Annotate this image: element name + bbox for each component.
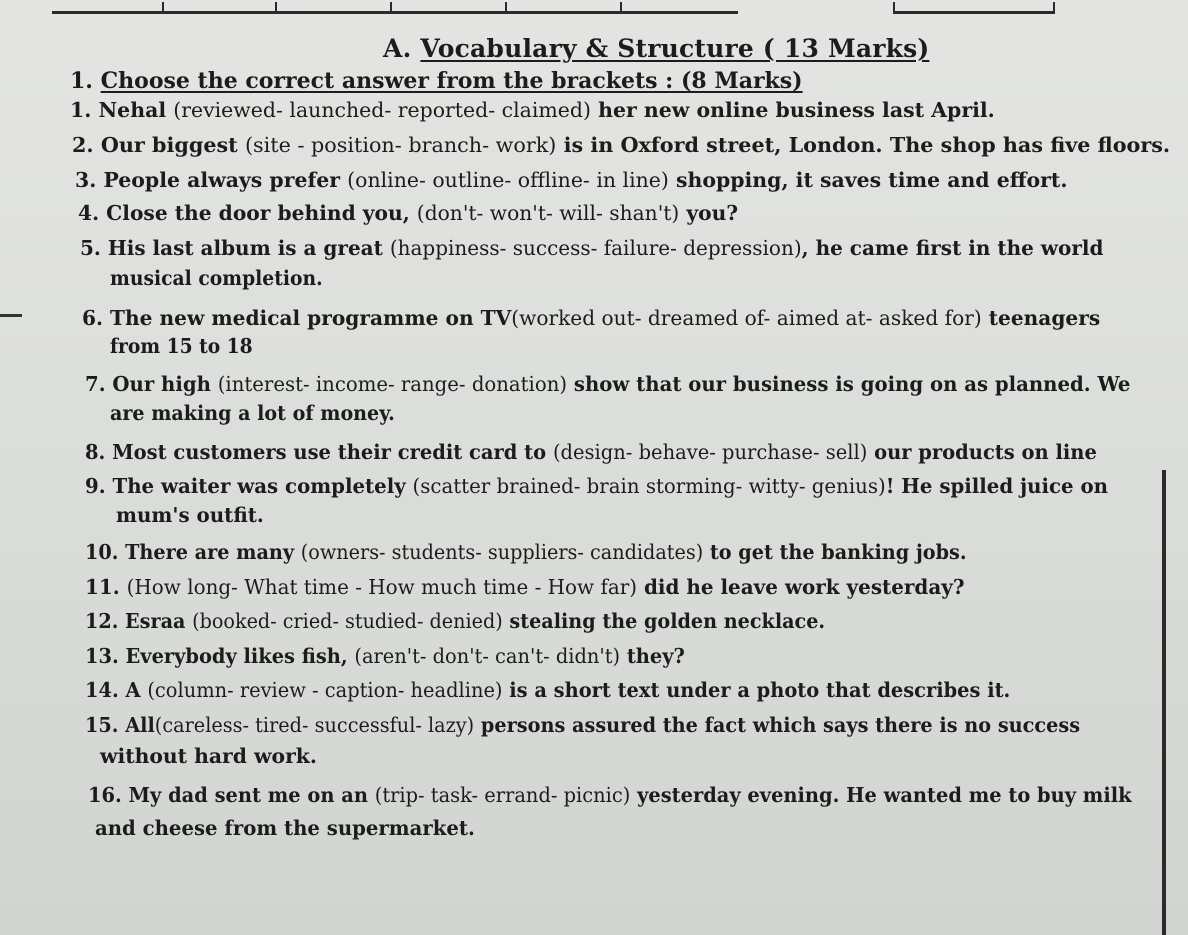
- item-number: 2.: [72, 133, 101, 157]
- item-number: 16.: [88, 783, 129, 807]
- item-text: teenagers: [981, 306, 1101, 330]
- item-number: 1.: [70, 98, 99, 122]
- table-divider: [620, 2, 622, 14]
- item-text: There are many: [125, 540, 301, 564]
- question-item: [85, 713, 1080, 737]
- item-text: persons assured the fact which says there is no success: [474, 713, 1081, 737]
- item-options: (worked out- dreamed of- aimed at- asked for): [511, 306, 982, 330]
- item-text: ! He spilled juice on: [885, 474, 1109, 498]
- item-text: Close the door behind you,: [106, 201, 417, 225]
- item-options: (How long- What time - How much time - How far): [126, 575, 638, 599]
- question-item: [85, 372, 1130, 396]
- item-options: (booked- cried- studied- denied): [192, 609, 503, 633]
- item-number: 6.: [82, 306, 111, 330]
- item-text: are making a lot of money.: [110, 401, 395, 425]
- item-text: shopping, it saves time and effort.: [668, 168, 1068, 192]
- item-text: is a short text under a photo that describes it.: [502, 678, 1011, 702]
- item-number: 7.: [85, 372, 113, 396]
- question-item-continuation: [100, 744, 317, 768]
- item-text: , he came first in the world: [801, 236, 1104, 260]
- question-item-continuation: [95, 816, 475, 840]
- item-text: My dad sent me on an: [128, 783, 375, 807]
- item-text: they?: [620, 644, 685, 668]
- item-text: stealing the golden necklace.: [502, 609, 826, 633]
- question-item: [85, 440, 1097, 464]
- item-text: His last album is a great: [107, 236, 390, 260]
- question-item-continuation: [110, 334, 253, 358]
- item-options: (trip- task- errand- picnic): [374, 783, 631, 807]
- item-options: (owners- students- suppliers- candidates): [300, 540, 704, 564]
- table-divider: [505, 2, 507, 14]
- item-text: you?: [679, 201, 739, 225]
- item-options: (online- outline- offline- in line): [347, 168, 669, 192]
- item-text: The waiter was completely: [112, 474, 413, 498]
- question-item-continuation: [110, 401, 395, 425]
- question-item: [85, 644, 685, 668]
- table-divider: [162, 2, 164, 14]
- top-table-rule: [52, 11, 738, 14]
- item-text: our products on line: [867, 440, 1097, 464]
- top-table-rule-right: [893, 11, 1055, 14]
- item-text: The new medical programme on TV: [110, 306, 512, 330]
- item-text: and cheese from the supermarket.: [95, 816, 475, 840]
- question-item: [85, 575, 965, 599]
- item-number: 15.: [85, 713, 126, 737]
- item-text: All: [125, 713, 155, 737]
- item-text: from 15 to 18: [110, 334, 253, 358]
- item-options: (scatter brained- brain storming- witty- genius): [412, 474, 886, 498]
- item-text: Most customers use their credit card to: [112, 440, 553, 464]
- item-options: (aren't- don't- can't- didn't): [354, 644, 621, 668]
- question-item-continuation: [116, 503, 264, 527]
- item-options: (interest- income- range- donation): [217, 372, 568, 396]
- question-item: [88, 783, 1132, 807]
- question-item: [82, 306, 1100, 330]
- item-number: 11.: [85, 575, 127, 599]
- item-text: yesterday evening. He wanted me to buy milk: [630, 783, 1132, 807]
- question-instruction: [70, 68, 803, 94]
- item-number: 9.: [85, 474, 113, 498]
- table-divider: [1053, 2, 1055, 14]
- margin-mark: [0, 314, 22, 317]
- item-text: to get the banking jobs.: [703, 540, 967, 564]
- table-divider: [390, 2, 392, 14]
- item-options: (design- behave- purchase- sell): [552, 440, 868, 464]
- page-edge-rule: [1162, 470, 1166, 935]
- item-text: did he leave work yesterday?: [637, 575, 965, 599]
- item-number: 5.: [80, 236, 108, 260]
- item-text: Our biggest: [100, 133, 245, 157]
- instruction-text: Choose the correct answer from the brackets : (8 Marks): [100, 68, 803, 94]
- item-options: (column- review - caption- headline): [147, 678, 503, 702]
- item-number: 4.: [78, 201, 107, 225]
- item-number: 13.: [85, 644, 126, 668]
- section-title: [383, 34, 929, 63]
- question-item: [85, 474, 1108, 498]
- item-number: 12.: [85, 609, 126, 633]
- item-text: People always prefer: [103, 168, 348, 192]
- item-text: Nehal: [98, 98, 174, 122]
- item-text: Everybody likes fish,: [125, 644, 355, 668]
- question-item: [85, 540, 967, 564]
- table-divider: [275, 2, 277, 14]
- item-options: (site - position- branch- work): [244, 133, 557, 157]
- section-letter: A.: [383, 34, 412, 63]
- section-heading: Vocabulary & Structure ( 13 Marks): [420, 34, 930, 63]
- question-item: [75, 168, 1067, 192]
- item-options: (happiness- success- failure- depression): [389, 236, 802, 260]
- question-item-continuation: [110, 266, 323, 290]
- item-text: Our high: [112, 372, 218, 396]
- item-options: (reviewed- launched- reported- claimed): [173, 98, 591, 122]
- question-item: [72, 133, 1170, 157]
- item-number: 14.: [85, 678, 126, 702]
- item-number: 10.: [85, 540, 126, 564]
- item-options: (careless- tired- successful- lazy): [154, 713, 475, 737]
- item-text: show that our business is going on as planned. We: [567, 372, 1131, 396]
- question-item: [85, 609, 825, 633]
- item-text: A: [125, 678, 148, 702]
- item-number: 3.: [75, 168, 104, 192]
- table-divider: [893, 2, 895, 14]
- item-text: without hard work.: [100, 744, 317, 768]
- question-item: [70, 98, 995, 122]
- item-text: her new online business last April.: [590, 98, 995, 122]
- item-text: is in Oxford street, London. The shop has five floors.: [556, 133, 1171, 157]
- item-text: musical completion.: [110, 266, 323, 290]
- item-number: 8.: [85, 440, 113, 464]
- question-number: 1.: [70, 68, 93, 94]
- question-item: [78, 201, 738, 225]
- question-item: [85, 678, 1010, 702]
- item-options: (don't- won't- will- shan't): [416, 201, 680, 225]
- item-text: Esraa: [125, 609, 193, 633]
- item-text: mum's outfit.: [116, 503, 264, 527]
- question-item: [80, 236, 1103, 260]
